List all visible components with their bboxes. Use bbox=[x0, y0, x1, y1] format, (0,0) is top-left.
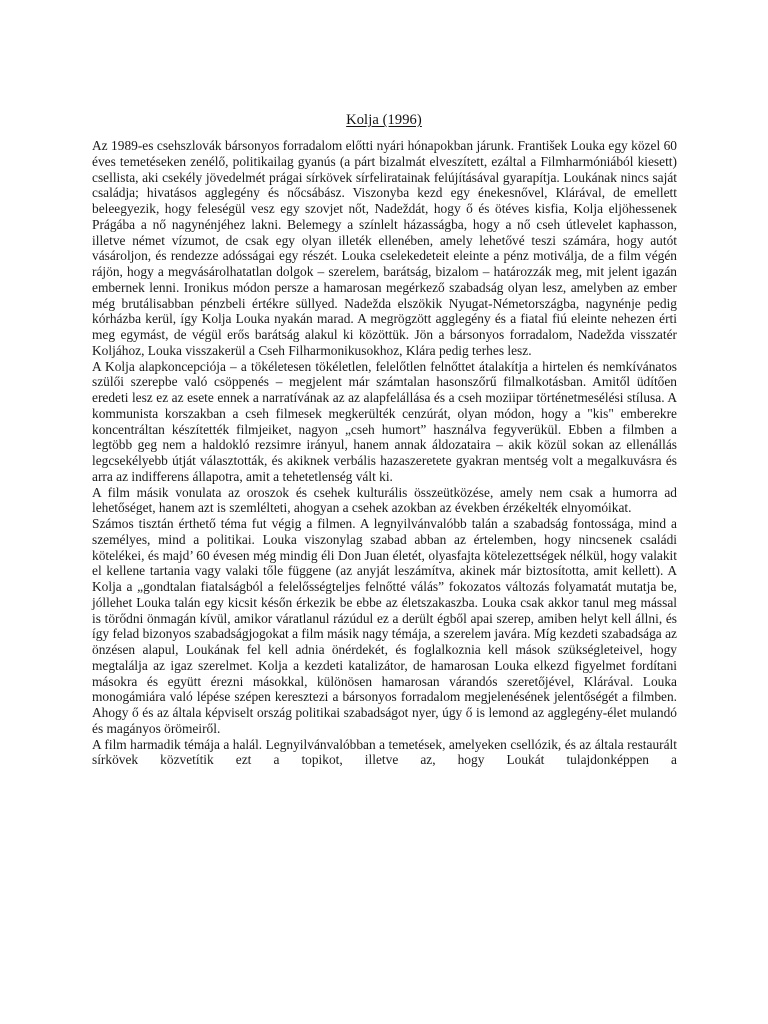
paragraph: A film harmadik témája a halál. Legnyilvánvalóbban a temetések, amelyeken csellózik, és az általa restaurált sírkövek közvetítik ezt a topikot, illetve az, hogy Loukát tulajdonképpen a bbox=[92, 736, 677, 768]
paragraph: A film másik vonulata az oroszok és csehek kulturális összeütközése, amely nem csak a humorra ad lehetőséget, hanem azt is szemlélteti, ahogyan a csehek azokban az években érzékelték elnyomóikat. bbox=[92, 484, 677, 516]
paragraph: Az 1989-es csehszlovák bársonyos forradalom előtti nyári hónapokban járunk. František Louka egy közel 60 éves temetéseken zenélő, politikailag gyanús (a párt bizalmát elveszített, ezáltal a Filmharmóniából kiesett) csellista, aki csekély jövedelmét prágai sírkövek sírfeliratainak felújításával gyarapítja. Loukának nincs saját családja; hivatásos agglegény és nőcsábász. Viszonyba kezd egy énekesnővel, Klárával, de emellett beleegyezik, hogy feleségül vesz egy szovjet nőt, Nadeždát, hogy ő és ötéves kisfia, Kolja eljöhessenek Prágába a nő nagynénjéhez lakni. Belemegy a színlelt házasságba, hogy a nő cseh útlevelet kaphasson, illetve német vízumot, de csak egy olyan illeték ellenében, amely lehetővé teszi számára, hogy autót vásároljon, és rendezze adósságai egy részét. Louka cselekedeteit eleinte a pénz motiválja, de a film végén rájön, hogy a megvásárolhatatlan dolgok – szerelem, barátság, bizalom – határozzák meg, mit jelent igazán embernek lenni. Ironikus módon persze a hamarosan megérkező szabadság olyan lesz, amelyben az ember még brutálisabban pénzbeli értékre süllyed. Nadežda elszökik Nyugat-Németországba, nagynénje pedig kórházba kerül, így Kolja Louka nyakán marad. A megrögzött agglegény és a fiatal fiú eleinte nehezen érti meg egymást, de végül erős barátság alakul ki közöttük. Jön a bársonyos forradalom, Nadežda visszatér Koljához, Louka visszakerül a Cseh Filharmonikusokhoz, Klára pedig terhes lesz. bbox=[92, 138, 677, 358]
document-body bbox=[92, 138, 677, 768]
paragraph: A Kolja alapkoncepciója – a tökéletesen tökéletlen, felelőtlen felnőttet átalakítja a hirtelen és nemkívánatos szülői szerepbe való csöppenés – megjelent már számtalan hasonszőrű filmalkotásban. Amitől üdítően eredeti lesz ez az esete ennek a narratívának az az alapfelállása és a cseh moziipar történetmesélési stílusa. A kommunista korszakban a cseh filmesek megkerülték cenzúrát, olyan módon, hogy a "kis" emberekre koncentráltan készítették filmjeiket, nagyon „cseh humort” használva fegyverükül. Ebben a filmben a legtöbb geg nem a haldokló rezsimre irányul, hanem annak áldozataira – akik közül sokan az ellenállás legcsekélyebb útját választották, és akiknek verbális hazaszeretete gyakran mentség volt a megalkuvásra és arra az indifferens állapotra, amit a tehetetlenség vált ki. bbox=[92, 358, 677, 484]
paragraph: Számos tisztán érthető téma fut végig a filmen. A legnyilvánvalóbb talán a szabadság fontossága, mind a személyes, mind a politikai. Louka viszonylag szabad abban az értelemben, hogy nincsenek családi kötelékei, és majd’ 60 évesen még mindig éli Don Juan életét, olyasfajta kötelezettségek nélkül, hogy valakit el kellene tartania vagy valaki tőle függene (az anyját leszámítva, akinek már biztosította, amit kellett). A Kolja a „gondtalan fiatalságból a felelősségteljes felnőtté válás” fokozatos változás folyamatát mutatja be, jóllehet Louka talán egy kicsit későn érkezik be ebbe az életszakaszba. Louka csak akkor tanul meg mással is törődni önmagán kívül, amikor váratlanul rázúdul ez a derült égből apai szerep, amiben helyt kell állni, és így felad bizonyos szabadságjogokat a film másik nagy témája, a szerelem javára. Míg kezdeti szabadsága az önzésen alapul, Loukának fel kell adnia önérdekét, és foglalkoznia kell mások szükségleteivel, hogy megtalálja az igaz szerelmet. Kolja a kezdeti katalizátor, de hamarosan Louka elkezd figyelmet fordítani másokra és együtt érezni másokkal, különösen hamarosan várandós szeretőjével, Klárával. Louka monogámiára való lépése szépen keresztezi a bársonyos forradalom megjelenésének jelentőségét a filmben. Ahogy ő és az általa képviselt ország politikai szabadságot nyer, úgy ő is lemond az agglegény-élet mulandó és magányos örömeiről. bbox=[92, 516, 677, 736]
document-title: Kolja (1996) bbox=[346, 112, 422, 128]
